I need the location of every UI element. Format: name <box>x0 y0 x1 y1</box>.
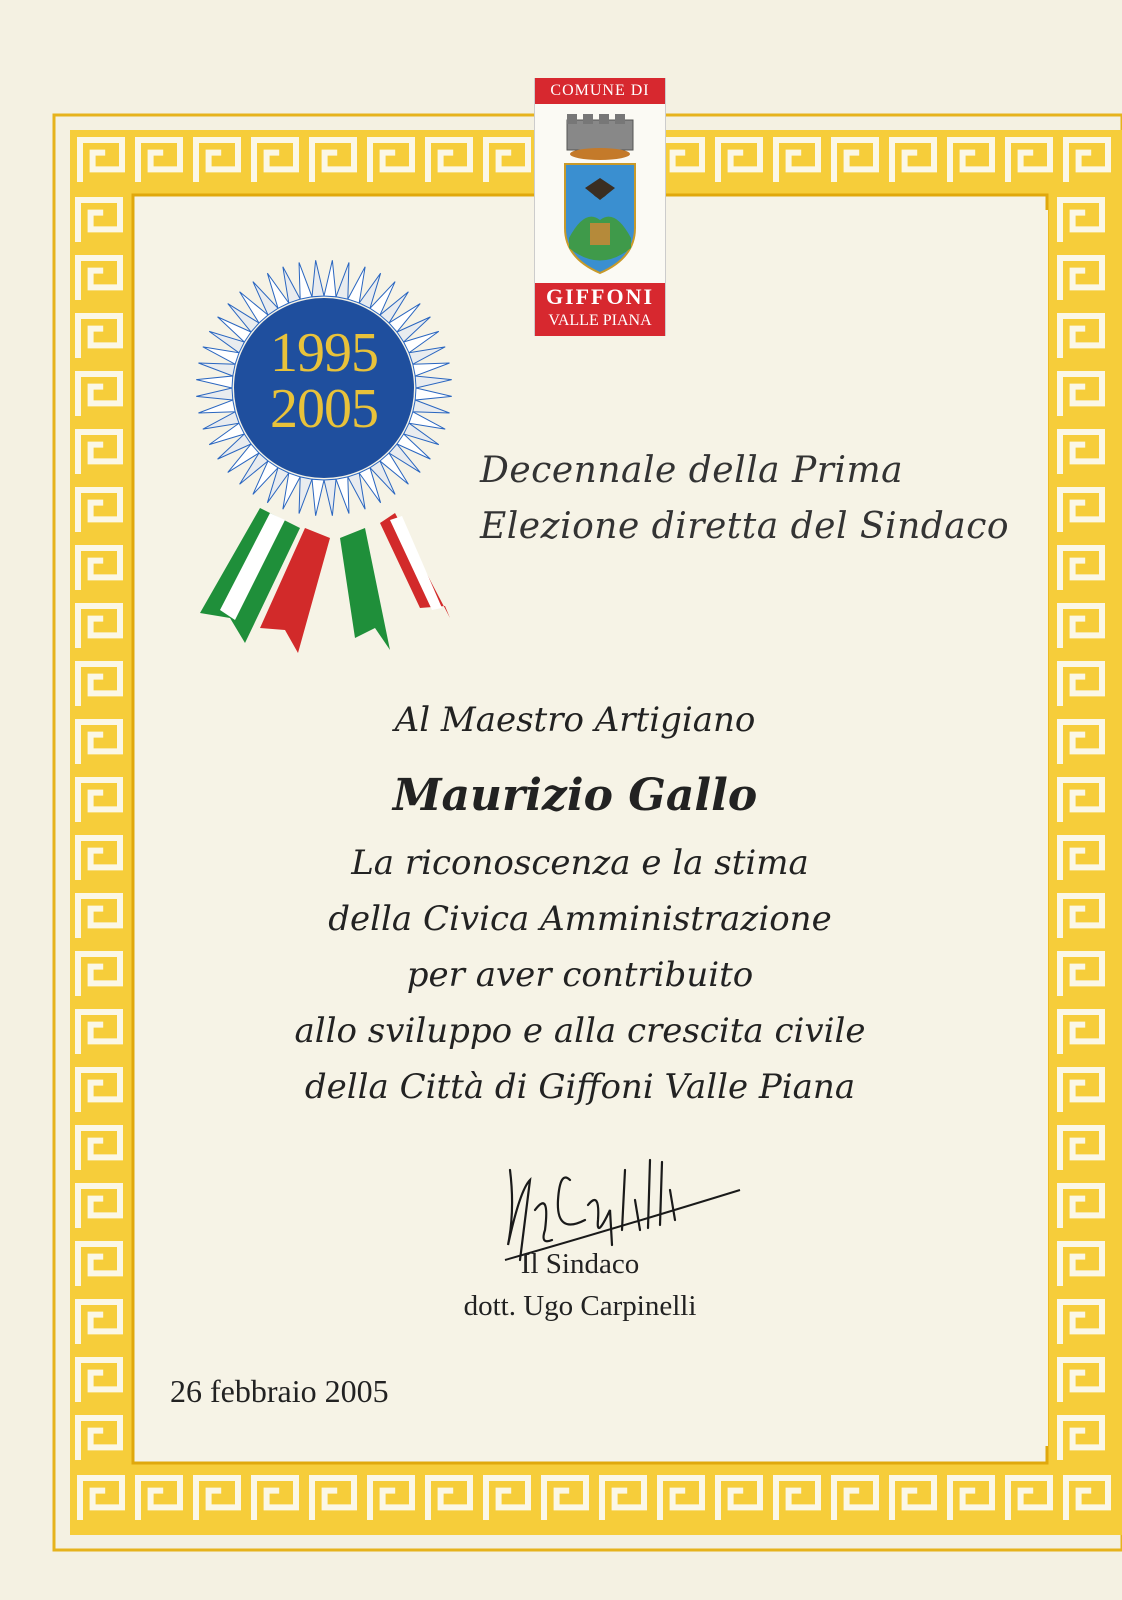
crest-top-label: COMUNE DI <box>535 78 665 104</box>
body-line: della Civica Amministrazione <box>328 899 832 939</box>
title-line-1: Decennale della Prima <box>480 450 904 491</box>
year-start: 1995 <box>270 322 378 384</box>
recipient-role: Al Maestro Artigiano <box>394 700 756 740</box>
body-line: per aver contribuito <box>406 955 754 995</box>
municipal-crest <box>534 78 666 336</box>
coat-of-arms-icon <box>555 108 645 278</box>
crest-town-line1: GIFFONI <box>545 284 655 309</box>
body-line: della Città di Giffoni Valle Piana <box>304 1067 856 1107</box>
certificate-date: 26 febbraio 2005 <box>170 1373 389 1409</box>
body-line: La riconoscenza e la stima <box>351 843 809 883</box>
crest-town-name <box>535 283 665 336</box>
anniversary-years <box>236 322 412 440</box>
anniversary-rosette-icon <box>190 258 470 678</box>
signatory-name: dott. Ugo Carpinelli <box>463 1290 697 1322</box>
body-line: allo sviluppo e alla crescita civile <box>294 1011 866 1051</box>
year-end: 2005 <box>270 378 378 440</box>
title-line-2: Elezione diretta del Sindaco <box>480 506 1010 547</box>
crest-town-line2: VALLE PIANA <box>548 312 652 329</box>
signatory-title: Il Sindaco <box>520 1248 640 1280</box>
recipient-name: Maurizio Gallo <box>392 770 758 821</box>
